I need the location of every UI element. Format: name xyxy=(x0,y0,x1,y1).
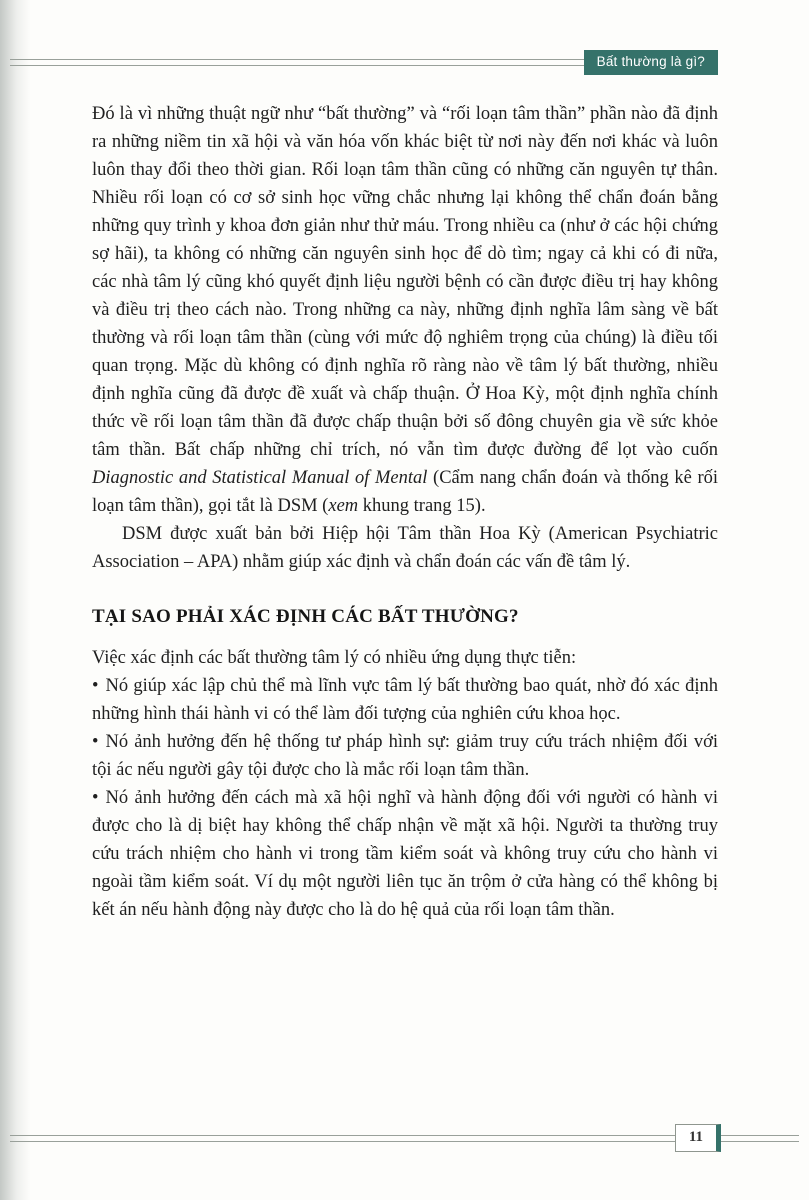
paragraph-main xyxy=(92,100,718,520)
bullet-item-1-text: Nó giúp xác lập chủ thể mà lĩnh vực tâm lý bất thường bao quát, nhờ đó xác định những hình thái hành vi có thể làm đối tượng của nghiên cứu khoa học. xyxy=(92,676,718,724)
page-body xyxy=(92,100,718,924)
header-rule xyxy=(10,59,584,66)
bullet-icon: • xyxy=(92,676,99,696)
footer-rule-left xyxy=(10,1135,675,1142)
section-intro: Việc xác định các bất thường tâm lý có nhiều ứng dụng thực tiễn: xyxy=(92,648,577,668)
bullet-item-2 xyxy=(92,728,718,784)
bullet-icon: • xyxy=(92,788,99,808)
page-footer xyxy=(10,1124,799,1152)
bullet-item-3-text: Nó ảnh hưởng đến cách mà xã hội nghĩ và hành động đối với người có hành vi được cho là dị biệt hay không thể chấp nhận về mặt xã hội. Người ta thường truy cứu trách nhiệm cho hành vi trong tầm kiểm soát và không truy cứu cho hành vi ngoài tầm kiểm soát. Ví dụ một người liên tục ăn trộm ở cửa hàng có thể không bị kết án nếu hành động này được cho là do hệ quả của rối loạn tâm thần. xyxy=(92,788,718,920)
bullet-item-2-text: Nó ảnh hưởng đến hệ thống tư pháp hình sự: giảm truy cứu trách nhiệm đối với tội ác nếu người gây tội được cho là mắc rối loạn tâm thần. xyxy=(92,732,718,780)
page-edge-shadow xyxy=(0,0,30,1200)
bullet-item-1 xyxy=(92,672,718,728)
bullet-icon: • xyxy=(92,732,99,752)
paragraph-main-text-3: khung trang 15). xyxy=(358,496,486,516)
paragraph-main-text: Đó là vì những thuật ngữ như “bất thường” và “rối loạn tâm thần” phần nào đã định ra những niềm tin xã hội và văn hóa vốn khác biệt từ nơi này đến nơi khác và luôn luôn thay đổi theo thời gian. Rối loạn tâm thần cũng có những căn nguyên tự thân. Nhiều rối loạn có cơ sở sinh học vững chắc nhưng lại không thể chẩn đoán bằng những quy trình y khoa đơn giản như thử máu. Trong nhiều ca (như ở các hội chứng sợ hãi), ta không có những căn nguyên sinh học để dò tìm; ngay cả khi có đi nữa, các nhà tâm lý cũng khó quyết định liệu người bệnh có cần được điều trị hay không và điều trị theo cách nào. Trong những ca này, những định nghĩa lâm sàng về bất thường và rối loạn tâm thần (cùng với mức độ nghiêm trọng của chúng) là điều tối quan trọng. Mặc dù không có định nghĩa rõ ràng nào về tâm lý bất thường, nhiều định nghĩa cũng đã được đề xuất và chấp thuận. Ở Hoa Kỳ, một định nghĩa chính thức về rối loạn tâm thần đã được chấp thuận bởi số đông chuyên gia về sức khỏe tâm thần. Bất chấp những chỉ trích, nó vẫn tìm được đường để lọt vào cuốn xyxy=(92,104,718,460)
paragraph-dsm: DSM được xuất bản bởi Hiệp hội Tâm thần Hoa Kỳ (American Psychiatric Association – APA) nhằm giúp xác định và chẩn đoán các vấn đề tâm lý. xyxy=(92,524,718,572)
running-head: Bất thường là gì? xyxy=(584,50,718,75)
book-title-italic: Diagnostic and Statistical Manual of Mental xyxy=(92,468,428,488)
footer-rule-right xyxy=(721,1135,799,1142)
see-reference-italic: xem xyxy=(328,496,359,516)
page-number: 11 xyxy=(675,1124,721,1152)
bullet-item-3 xyxy=(92,784,718,924)
section-heading: TẠI SAO PHẢI XÁC ĐỊNH CÁC BẤT THƯỜNG? xyxy=(92,606,519,627)
page-header xyxy=(10,50,718,75)
paragraph-main-text-2: (Cẩm nang chẩn đoán và thống kê rối loạn tâm thần), gọi tắt là DSM ( xyxy=(92,468,718,516)
